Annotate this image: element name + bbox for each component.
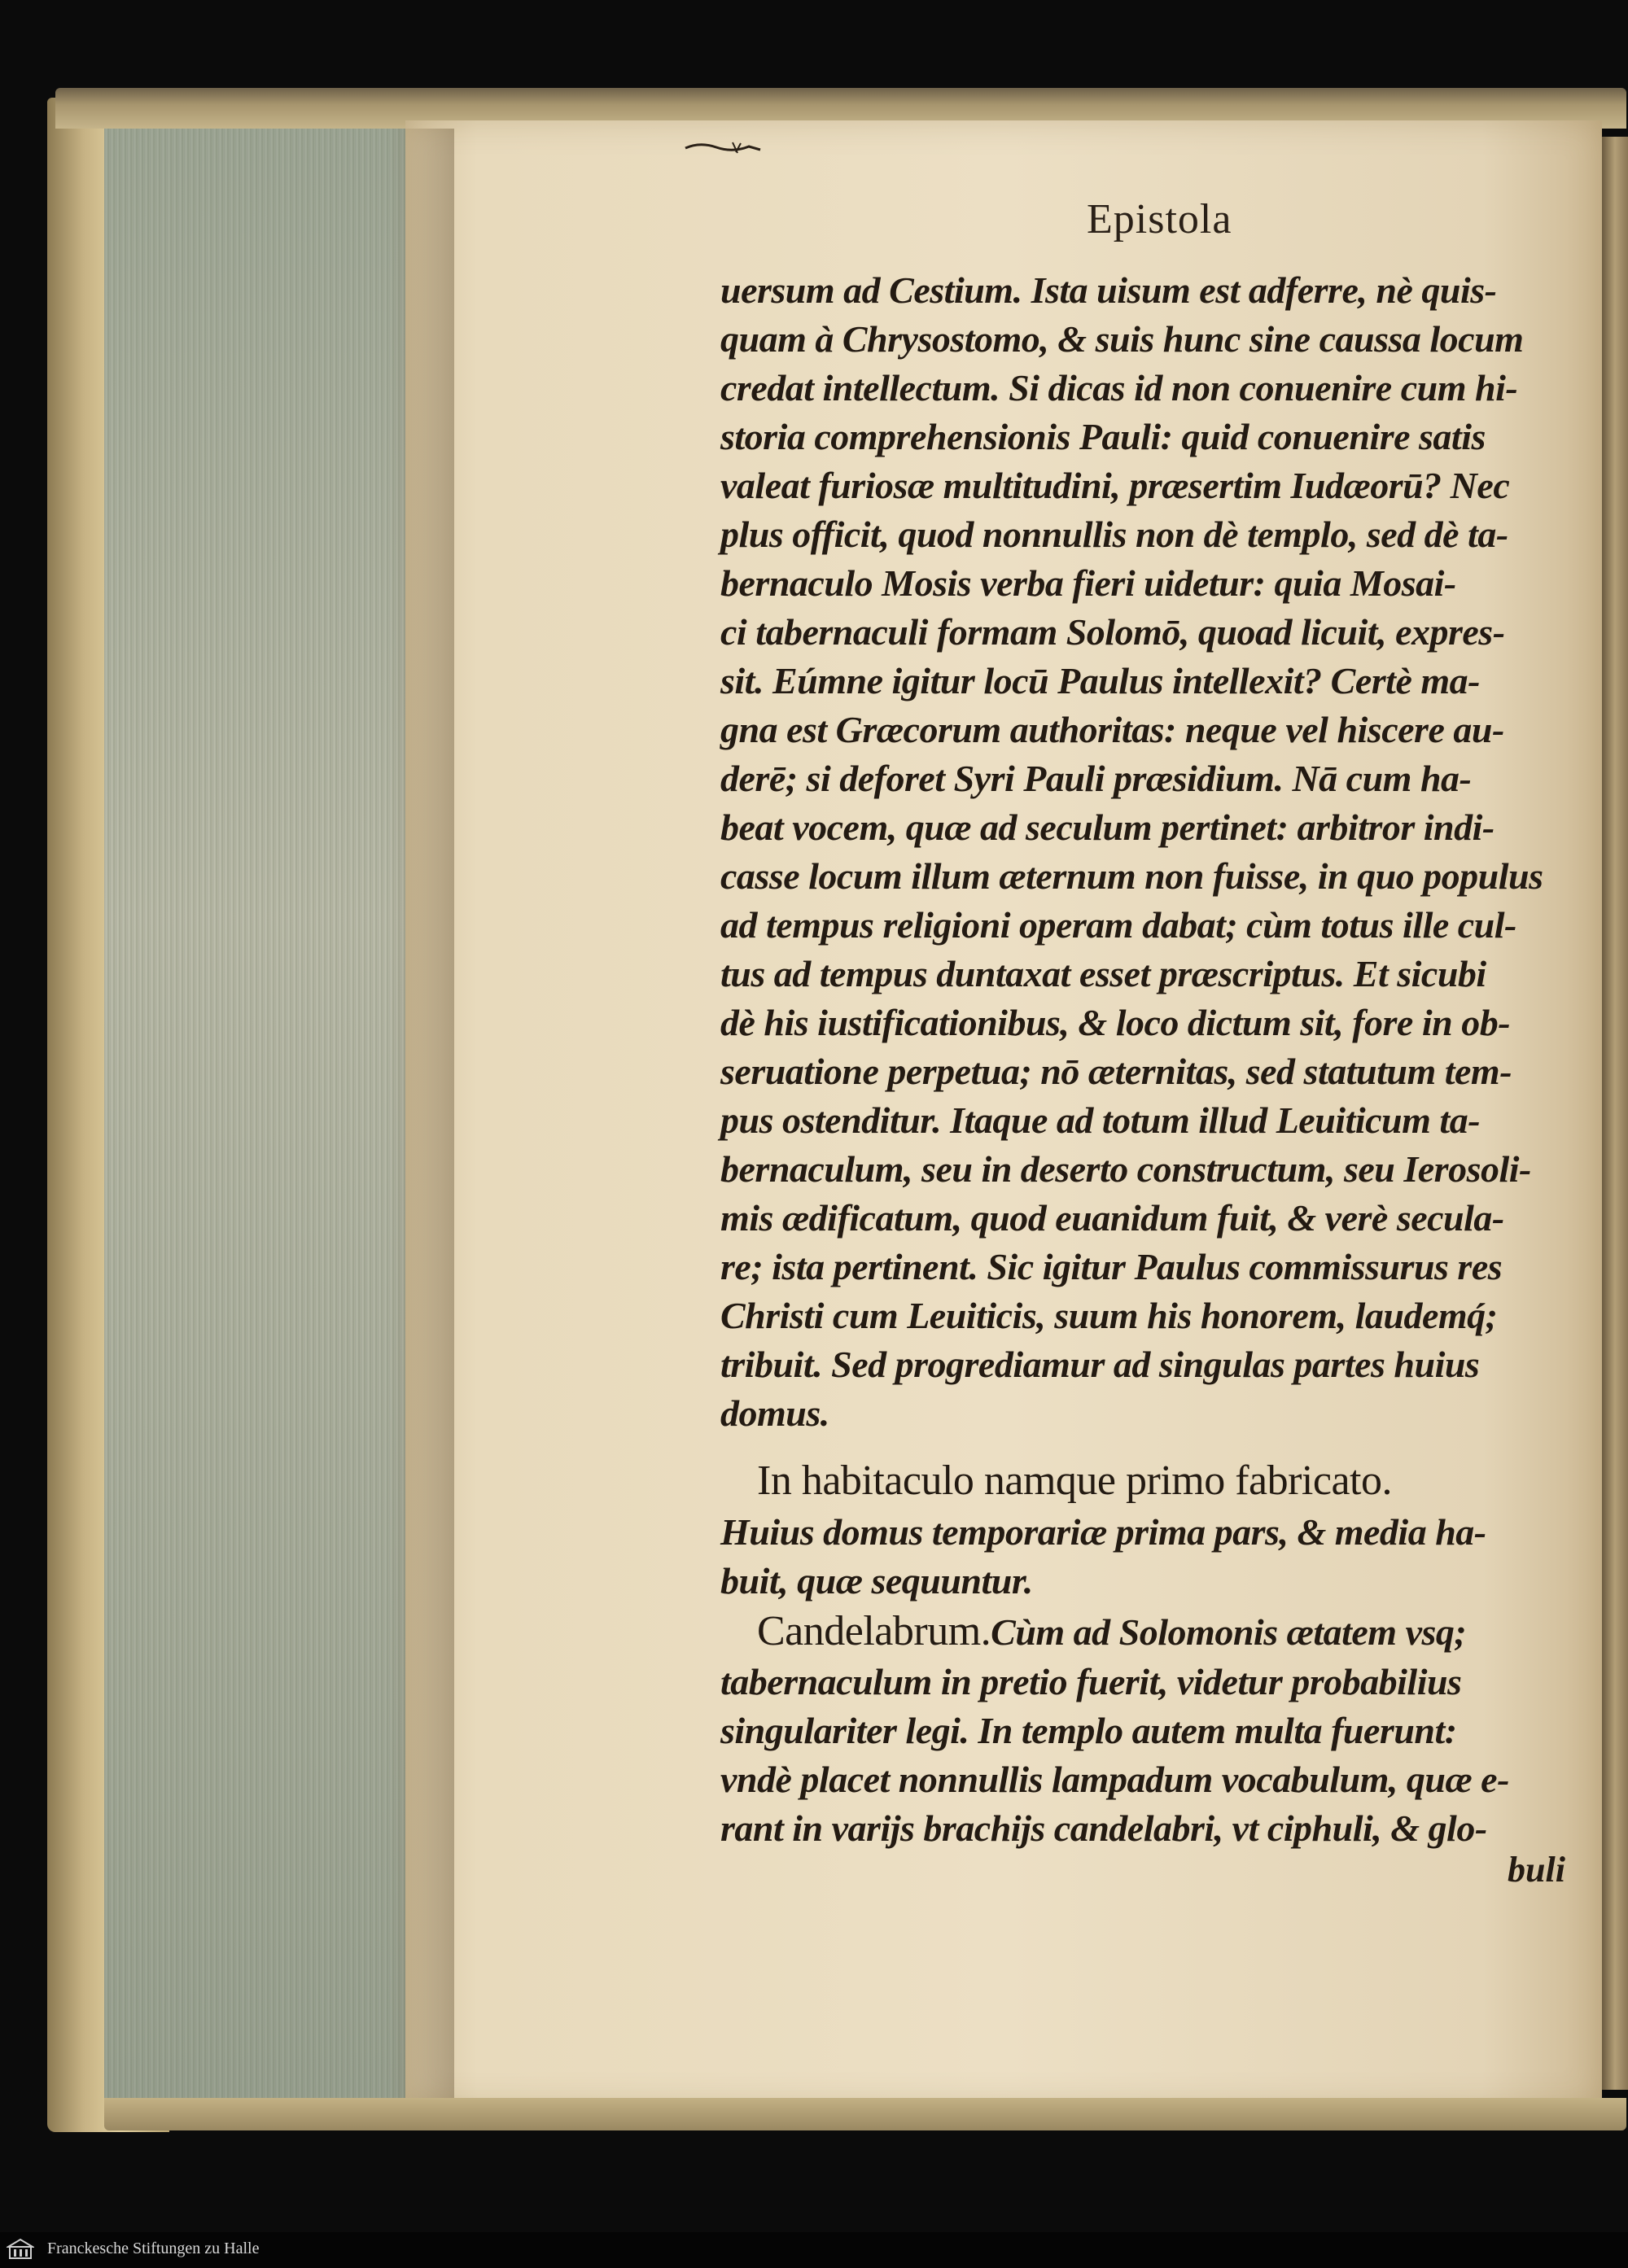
lemma-text: Cùm ad Solomonis ætatem vsq;: [991, 1611, 1467, 1653]
text-line: ci tabernaculi formam Solomō, quoad licuit, expres-: [720, 611, 1505, 653]
book-bottom-edge: [104, 2098, 1626, 2130]
text-line: storia comprehensionis Pauli: quid conuenire satis: [720, 416, 1486, 457]
text-line: dè his iustificationibus, & loco dictum sit, fore in ob-: [720, 1002, 1511, 1043]
text-line: rant in varijs brachijs candelabri, vt ciphuli, & glo-: [720, 1807, 1487, 1849]
text-line: vndè placet nonnullis lampadum vocabulum, quæ e-: [720, 1759, 1509, 1800]
footer-credit: Franckesche Stiftungen zu Halle: [47, 2240, 260, 2257]
text-line: quam à Chrysostomo, & suis hunc sine caussa locum: [720, 318, 1524, 360]
institution-logo-icon: [7, 2237, 34, 2261]
lemma-heading: In habitaculo namque primo fabricato.: [757, 1457, 1392, 1504]
text-line: credat intellectum. Si dicas id non conuenire cum hi-: [720, 367, 1518, 409]
book: [47, 88, 1628, 2139]
text-line: Christi cum Leuiticis, suum his honorem, laudemq́;: [720, 1295, 1498, 1336]
text-line: seruatione perpetua; nō æternitas, sed statutum tem-: [720, 1051, 1512, 1092]
text-line: tabernaculum in pretio fuerit, videtur probabilius: [720, 1661, 1462, 1702]
page: [405, 120, 1602, 2106]
text-line: casse locum illum æternum non fuisse, in quo populus: [720, 855, 1543, 897]
text-line: uersum ad Cestium. Ista uisum est adferre, nè quis-: [720, 269, 1497, 311]
text-line: ad tempus religioni operam dabat; cùm totus ille cul-: [720, 904, 1516, 946]
text-line: pus ostenditur. Itaque ad totum illud Leuiticum ta-: [720, 1099, 1481, 1141]
text-line: mis ædificatum, quod euanidum fuit, & verè secula-: [720, 1197, 1504, 1239]
text-line: gna est Græcorum authoritas: neque vel hiscere au-: [720, 709, 1504, 750]
text-line: plus officit, quod nonnullis non dè templo, sed dè ta-: [720, 513, 1508, 555]
text-line: buit, quæ sequuntur.: [720, 1560, 1033, 1602]
next-leaf-edge: [1602, 137, 1628, 2090]
text-line: re; ista pertinent. Sic igitur Paulus commissurus res: [720, 1246, 1503, 1287]
text-line: Huius domus temporariæ prima pars, & media ha-: [720, 1511, 1486, 1553]
text-line: beat vocem, quæ ad seculum pertinet: arbitror indi-: [720, 806, 1495, 848]
text-line: bernaculum, seu in deserto constructum, seu Ierosoli-: [720, 1148, 1531, 1190]
ink-mark-icon: [684, 140, 762, 156]
text-line: tribuit. Sed progrediamur ad singulas partes huius: [720, 1344, 1480, 1385]
text-line: tus ad tempus duntaxat esset præscriptus. Et sicubi: [720, 953, 1486, 994]
text-line: bernaculo Mosis verba fieri uidetur: quia Mosai-: [720, 562, 1456, 604]
text-line: valeat furiosæ multitudini, præsertim Iudæorū? Nec: [720, 465, 1510, 506]
text-line: singulariter legi. In templo autem multa fuerunt:: [720, 1710, 1457, 1751]
text-line: derē; si deforet Syri Pauli præsidium. Nā cum ha-: [720, 758, 1472, 799]
running-head: Epistola: [1087, 196, 1232, 243]
text-line: sit. Eúmne igitur locū Paulus intellexit? Certè ma-: [720, 660, 1480, 701]
lemma-heading: Candelabrum.: [757, 1608, 991, 1654]
catchword: buli: [1508, 1850, 1565, 1890]
gutter-shadow: [389, 129, 454, 2098]
text-line: domus.: [720, 1392, 829, 1434]
